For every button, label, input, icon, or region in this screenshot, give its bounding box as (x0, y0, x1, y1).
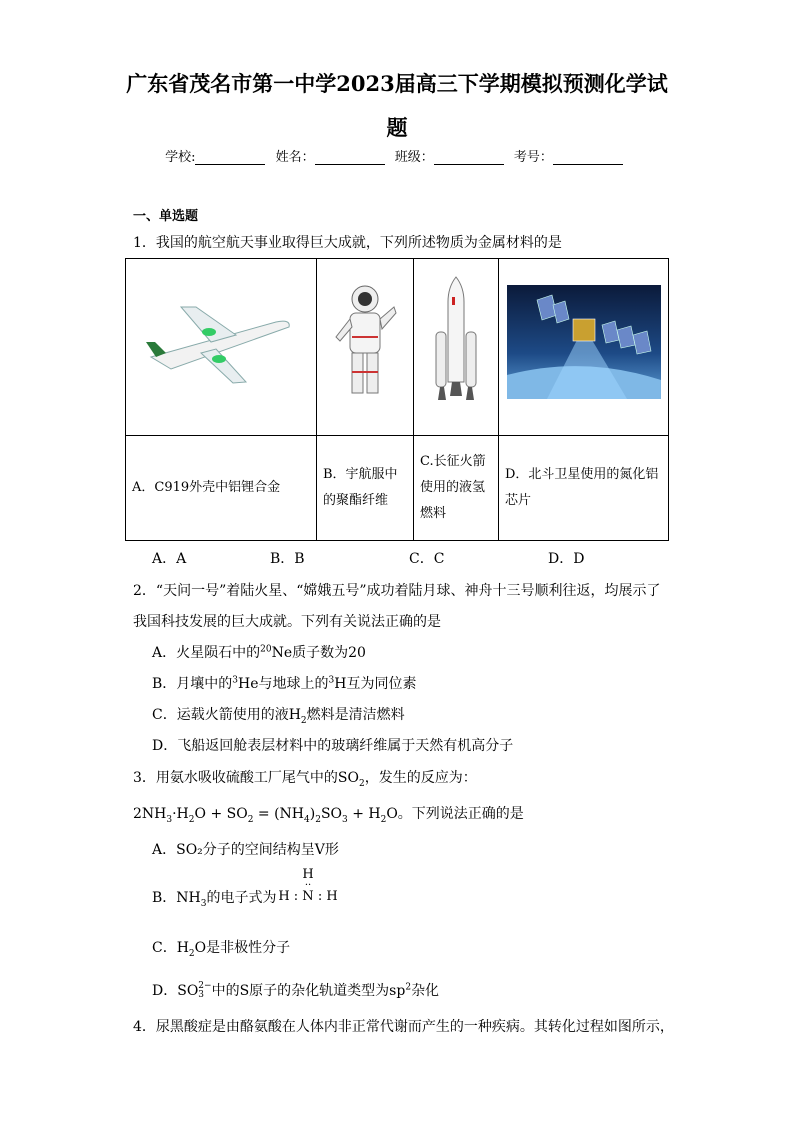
school-blank[interactable] (195, 150, 265, 165)
q2-option-b[interactable]: B．月壤中的$^3$He与地球上的$^3$H互为同位素 (152, 675, 417, 692)
q2-option-a[interactable]: A．火星陨石中的$^{20}$Ne质子数为20 (152, 644, 366, 661)
q1-cell-a-image (126, 259, 317, 436)
rocket-icon (426, 272, 486, 412)
astronaut-icon (330, 277, 400, 407)
q2-option-c[interactable]: C．运载火箭使用的液$H_2$燃料是清洁燃料 (152, 707, 405, 726)
q1-choice-b-text: B．宇航服中的聚酯纤维 (317, 436, 414, 541)
student-info (0, 146, 794, 165)
q2-option-d[interactable]: D．飞船返回舱表层材料中的玻璃纤维属于天然有机高分子 (152, 738, 514, 754)
name-blank[interactable] (315, 150, 385, 165)
q3-equation: $2NH_3\cdot H_2O + SO_2 = (NH_4)_2SO_3 + H_2O$。下列说法正确的是 (133, 806, 524, 825)
q1-option-c[interactable]: C．C (409, 551, 445, 567)
q1-cell-d-image (499, 259, 669, 436)
q3-option-d[interactable]: D．SO 2− 3 中的S原子的杂化轨道类型为$sp^2$杂化 (152, 981, 440, 1000)
section-heading: 一、单选题 (133, 209, 199, 224)
class-label: 班级： (394, 150, 434, 165)
q1-option-a[interactable]: A．A (152, 551, 187, 567)
exam-no-label: 考号： (513, 150, 553, 165)
satellite-icon (507, 285, 661, 399)
q2-stem-line1: 2．“天问一号”着陆火星、“嫦娥五号”成功着陆月球、神舟十三号顺利往返，均展示了 (133, 583, 661, 599)
school-label: 学校: (165, 150, 196, 165)
q1-options (152, 548, 584, 568)
q2-stem-line2: 我国科技发展的巨大成就。下列有关说法正确的是 (133, 614, 441, 630)
q1-stem: 1．我国的航空航天事业取得巨大成就，下列所述物质为金属材料的是 (133, 235, 562, 251)
q3-option-c[interactable]: C．$H_2O$是非极性分子 (152, 940, 291, 959)
q1-cell-c-image (414, 259, 499, 436)
airplane-icon (141, 287, 301, 397)
q4-stem: 4．尿黑酸症是由酪氨酸在人体内非正常代谢而产生的一种疾病。其转化过程如图所示， (133, 1019, 674, 1035)
exam-no-blank[interactable] (553, 150, 623, 165)
page-title: 广东省茂名市第一中学2023届高三下学期模拟预测化学试 (126, 71, 668, 96)
q1-option-d[interactable]: D．D (548, 551, 585, 567)
q1-choice-a-text: A．C919外壳中铝锂合金 (126, 436, 317, 541)
q1-choice-c-text: C.长征火箭使用的液氢燃料 (414, 436, 499, 541)
class-blank[interactable] (434, 150, 504, 165)
q1-choice-d-text: D．北斗卫星使用的氮化铝芯片 (499, 436, 669, 541)
nh3-lewis-structure: H ·· H : N : H (278, 867, 338, 904)
q3-stem-line1: 3．用氨水吸收硫酸工厂尾气中的$SO_2$，发生的反应为： (133, 770, 477, 789)
q3-option-a[interactable]: A．SO₂分子的空间结构呈V形 (152, 842, 339, 858)
q1-image-table (125, 258, 669, 541)
page-title-continued: 题 (386, 115, 408, 140)
q3-option-b[interactable]: B．$NH_3$的电子式为 (152, 890, 277, 909)
q1-option-b[interactable]: B．B (270, 551, 305, 567)
name-label: 姓名： (275, 150, 315, 165)
q1-cell-b-image (317, 259, 414, 436)
